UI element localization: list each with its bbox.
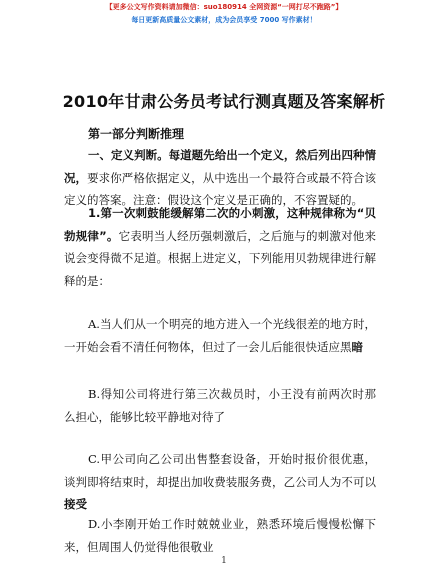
question-1-text: 它表明当人经历强刺激后，之后施与的刺激对他来说会变得微不足道。根据上进定义，下列能用贝勃规律进行解释的是： <box>64 228 376 288</box>
option-a-text: A.当人们从一个明亮的地方进入一个光线很差的地方时，一开始会看不清任何物体，但过了一会儿后能很快适应黑 <box>64 317 376 354</box>
page-header-banner <box>0 2 448 25</box>
option-a-paragraph <box>64 313 376 358</box>
option-b-text: B.得知公司将进行第三次裁员时，小王没有前两次时那么担心，能够比较平静地对待了 <box>64 387 376 424</box>
option-c-text: C.甲公司向乙公司出售整套设备，开始时报价很优惠，谈判即将结束时，却提出加收费装服务费，乙公司人为不可以 <box>64 452 376 489</box>
option-d-paragraph <box>64 513 376 558</box>
option-a-tail: 暗 <box>351 339 363 354</box>
question-1-lead: 1.第一次刺鼓能缓解第二次的小刺激，这种规律称为“贝勃规律”。 <box>64 206 376 243</box>
page-number: 1 <box>221 556 227 566</box>
option-c-paragraph <box>64 448 376 516</box>
option-d-text: D.小李刚开始工作时兢兢业业，熟悉环境后慢慢松懈下来，但周围人仍觉得他很敬业 <box>64 517 376 554</box>
definition-intro-text: 要求你严格依据定义，从中选出一个最符合或最不符合该定义的答案。注意：假设这个定义是正确的，不容置疑的。 <box>64 170 377 207</box>
option-c-tail: 接受 <box>64 497 87 511</box>
header-subtitle-line: 每日更新高质量公文素材，成为会员享受 7000 写作素材！ <box>131 16 317 24</box>
question-1-paragraph <box>64 202 376 292</box>
section-heading: 第一部分判断推理 <box>88 127 185 141</box>
option-b-paragraph <box>64 383 376 428</box>
document-title: 2010年甘肃公务员考试行测真题及答案解析 <box>62 92 386 111</box>
definition-intro-lead: 一、定义判断。每道题先给出一个定义，然后列出四种情况， <box>64 148 376 185</box>
header-promo-line: 【更多公文写作资料请加微信：suo180914 全网资源“一网打尽不跑路”】 <box>105 3 343 11</box>
